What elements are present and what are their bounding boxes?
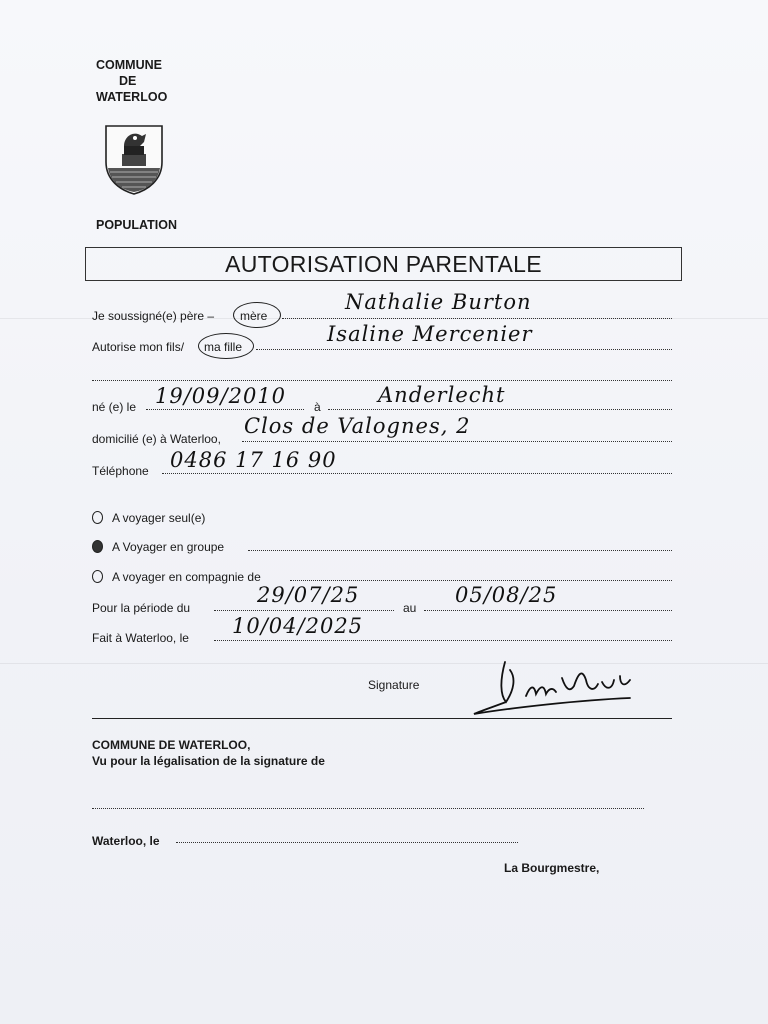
birth-date: 19/09/2010	[155, 384, 287, 408]
option-radio-company	[92, 570, 103, 583]
waterloo-le-label: Waterloo, le	[92, 834, 160, 848]
circle-mark	[198, 333, 254, 359]
option-radio-group	[92, 540, 103, 553]
option-daughter: ma fille	[204, 340, 243, 354]
period-to-label: au	[403, 601, 417, 615]
period-to: 05/08/25	[455, 583, 558, 607]
signature-drawing	[470, 650, 660, 720]
option-radio-alone	[92, 511, 103, 524]
address: Clos de Valognes, 2	[244, 414, 471, 438]
birth-label: né (e) le	[92, 400, 137, 414]
child-name: Isaline Mercenier	[327, 322, 533, 346]
option-group-label: A Voyager en groupe	[112, 540, 225, 554]
legalisation-line-1: COMMUNE DE WATERLOO,	[92, 738, 251, 752]
separator-line	[92, 718, 672, 719]
phone-label: Téléphone	[92, 464, 149, 478]
signature-label: Signature	[368, 678, 420, 692]
phone: 0486 17 16 90	[170, 448, 337, 472]
commune-line-3: WATERLOO	[96, 90, 168, 104]
title-box	[85, 247, 682, 281]
option-alone-label: A voyager seul(e)	[112, 511, 206, 525]
department-label: POPULATION	[96, 218, 178, 232]
period-label: Pour la période du	[92, 601, 191, 615]
made-at-date: 10/04/2025	[232, 614, 364, 638]
bourgmestre-label: La Bourgmestre,	[504, 861, 600, 875]
dotted-line	[92, 368, 672, 381]
made-at-label: Fait à Waterloo, le	[92, 631, 189, 645]
commune-line-1: COMMUNE	[96, 58, 162, 72]
dotted-line	[248, 538, 672, 551]
child-label: Autorise mon fils/	[92, 340, 185, 354]
parent-label: Je soussigné(e) père –	[92, 309, 215, 323]
commune-line-2: DE	[119, 74, 137, 88]
dotted-line	[92, 796, 644, 809]
dotted-line	[290, 568, 672, 581]
option-company-label: A voyager en compagnie de	[112, 570, 261, 584]
page-title: AUTORISATION PARENTALE	[225, 250, 542, 277]
legalisation-line-2: Vu pour la légalisation de la signature de	[92, 754, 325, 768]
circle-mark	[233, 302, 281, 328]
birth-place: Anderlecht	[378, 383, 506, 407]
option-mother: mère	[240, 309, 268, 323]
coat-of-arms-icon	[104, 124, 164, 196]
birth-place-label: à	[314, 400, 321, 414]
dotted-line	[176, 830, 518, 843]
address-label: domicilié (e) à Waterloo,	[92, 432, 221, 446]
period-from: 29/07/25	[257, 583, 360, 607]
parent-name: Nathalie Burton	[345, 290, 532, 314]
